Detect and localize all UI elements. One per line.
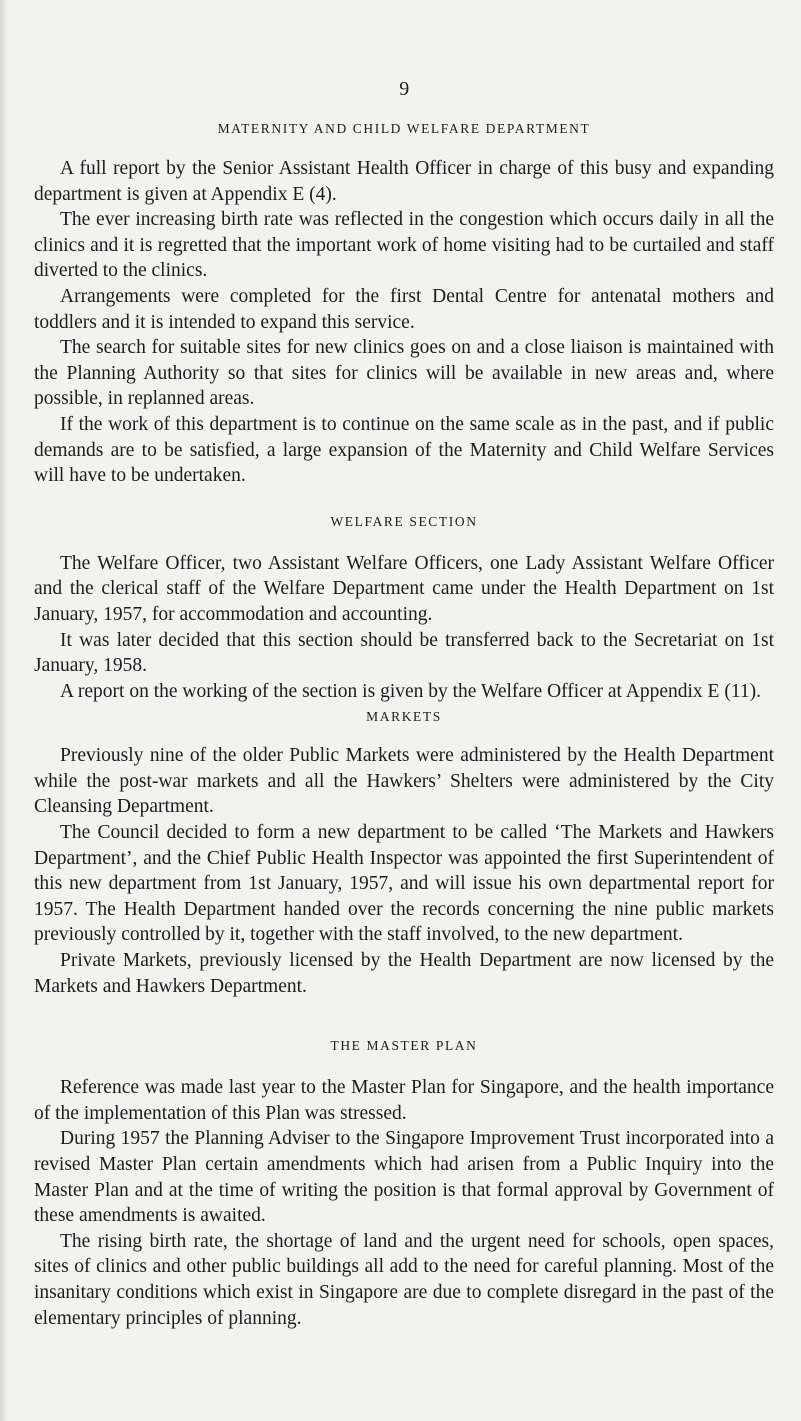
markets-section bbox=[34, 706, 774, 999]
master-plan-heading: THE MASTER PLAN bbox=[330, 1038, 478, 1054]
binding-edge bbox=[0, 0, 8, 1421]
paragraph: The search for suitable sites for new clinics goes on and a close liaison is maintained with the Planning Authority so that sites for clinics will be available in new areas and, where possible, in replanned areas. bbox=[34, 337, 774, 410]
paragraph: The Council decided to form a new department to be called ‘The Markets and Hawkers Department’, and the Chief Public Health Inspector was appointed the first Superintendent of this new department from 1st January, 1957, and will issue his own departmental report for 1957. The Health Department handed over the records concerning the nine public markets previously controlled by it, together with the staff involved, to the new department. bbox=[34, 822, 774, 946]
master-plan-section bbox=[34, 1035, 774, 1331]
paragraph: During 1957 the Planning Adviser to the Singapore Improvement Trust incorporated into a revised Master Plan certain amendments which had arisen from a Public Inquiry into the Master Plan and at the time of writing the position is that formal approval by Government of these amendments is awaited. bbox=[34, 1128, 774, 1227]
welfare-section bbox=[34, 511, 774, 705]
paragraph: Reference was made last year to the Master Plan for Singapore, and the health importance of the implementation of this Plan was stressed. bbox=[34, 1077, 774, 1124]
paragraph: A report on the working of the section is given by the Welfare Officer at Appendix E (11). bbox=[60, 680, 761, 702]
welfare-heading: WELFARE SECTION bbox=[330, 513, 478, 529]
paragraph: Arrangements were completed for the first Dental Centre for antenatal mothers and toddlers and it is intended to expand this service. bbox=[34, 285, 774, 333]
paragraph: The ever increasing birth rate was reflected in the congestion which occurs daily in all the clinics and it is regretted that the important work of home visiting had to be curtailed and staff diverted to the clinics. bbox=[34, 209, 774, 282]
paragraph: Private Markets, previously licensed by the Health Department are now licensed by the Markets and Hawkers Department. bbox=[34, 950, 774, 997]
paragraph: It was later decided that this section should be transferred back to the Secretariat on 1st January, 1958. bbox=[34, 629, 774, 677]
paragraph: The Welfare Officer, two Assistant Welfare Officers, one Lady Assistant Welfare Officer and the clerical staff of the Welfare Department came under the Health Department on 1st January, 1957, for accommodation and accounting. bbox=[34, 552, 774, 625]
paragraph: The rising birth rate, the shortage of land and the urgent need for schools, open spaces, sites of clinics and other public buildings all add to the need for careful planning. Most of the insanitary conditions which exist in Singapore are due to complete disregard in the past of the elementary principles of planning. bbox=[34, 1230, 774, 1329]
markets-heading: MARKETS bbox=[366, 709, 442, 725]
paragraph: A full report by the Senior Assistant Health Officer in charge of this busy and expanding department is given at Appendix E (4). bbox=[34, 158, 774, 205]
maternity-heading: MATERNITY AND CHILD WELFARE DEPARTMENT bbox=[217, 121, 591, 136]
document-page bbox=[8, 0, 801, 1421]
paragraph: Previously nine of the older Public Markets were administered by the Health Department while the post-war markets and all the Hawkers’ Shelters were administered by the City Cleansing Department. bbox=[34, 745, 774, 818]
maternity-section bbox=[34, 118, 774, 489]
page-number: 9 bbox=[399, 78, 410, 100]
paragraph: If the work of this department is to continue on the same scale as in the past, and if public demands are to be satisfied, a large expansion of the Maternity and Child Welfare Services will have to be undertaken. bbox=[34, 413, 774, 487]
page-body bbox=[34, 118, 774, 1331]
